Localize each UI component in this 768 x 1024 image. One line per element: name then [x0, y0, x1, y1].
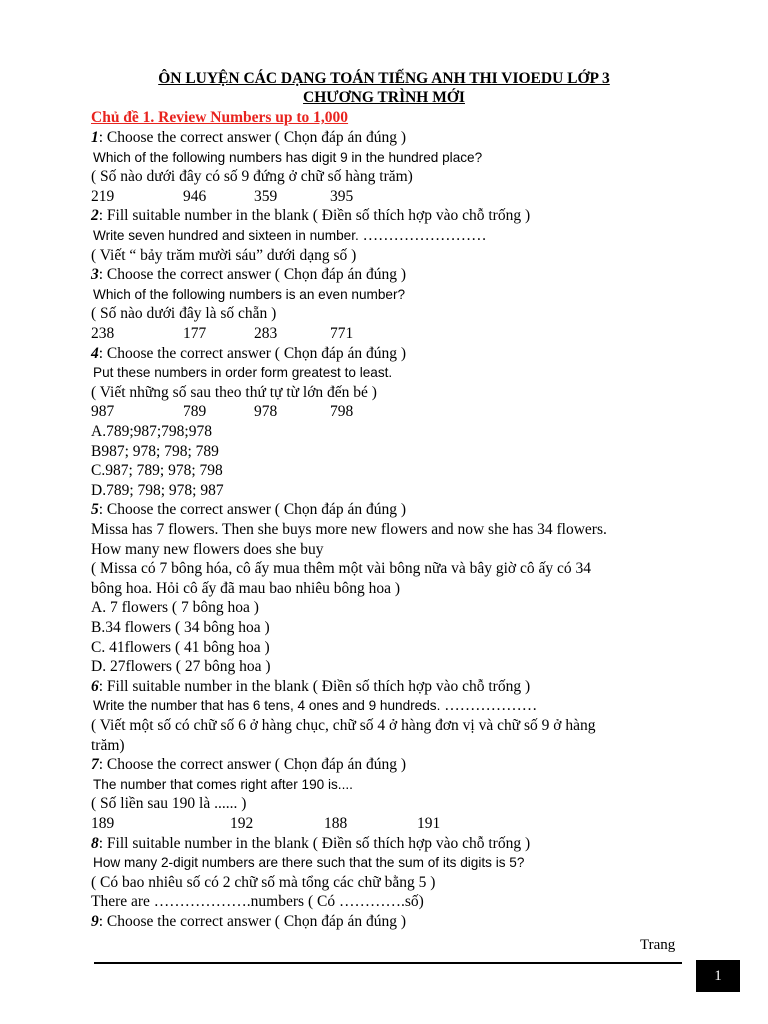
answer-option: 219: [91, 187, 115, 205]
question-number: 4: [91, 344, 99, 362]
answer-option: 189: [91, 815, 115, 832]
question-number: 5: [91, 501, 99, 519]
document-title-line2: CHƯƠNG TRÌNH MỚI: [303, 89, 465, 106]
line-text: C.987; 789; 978; 798: [91, 462, 223, 480]
doc-line: [91, 579, 400, 599]
doc-line: [91, 481, 224, 501]
question-number: 3: [91, 266, 99, 284]
line-text: C. 41flowers ( 41 bông hoa ): [91, 638, 270, 656]
doc-line: [91, 834, 530, 854]
line-text: Write the number that has 6 tens, 4 ones and 9 hundreds.: [93, 698, 441, 714]
doc-line: [91, 657, 271, 677]
doc-line: [91, 520, 607, 540]
doc-line: [91, 912, 406, 932]
doc-line: [91, 559, 591, 579]
doc-line: [91, 461, 223, 481]
line-text: ( Số liền sau 190 là ...... ): [91, 795, 247, 813]
answer-blank: ………………: [440, 697, 538, 715]
doc-line: [91, 206, 530, 226]
line-text: B.34 flowers ( 34 bông hoa ): [91, 619, 270, 636]
answer-option: 192: [230, 815, 254, 832]
line-text: Put these numbers in order form greatest to least.: [93, 365, 393, 381]
doc-line: [91, 167, 413, 187]
answer-option: 238: [91, 325, 115, 342]
line-text: ( Viết một số có chữ số 6 ở hàng chục, chữ số 4 ở hàng đơn vị và chữ số 9 ở hàng: [91, 717, 596, 734]
answer-option: 771: [330, 325, 354, 342]
footer-divider: [94, 962, 682, 964]
line-text: Write seven hundred and sixteen in number.: [93, 228, 359, 243]
answer-blank: ……………………: [358, 227, 487, 244]
doc-line: [93, 148, 482, 168]
question-number: 8: [91, 834, 99, 852]
doc-line: [91, 677, 530, 697]
line-text: There are ……………….numbers ( Có ………….số): [91, 893, 424, 911]
footer-page-label: Trang: [640, 937, 676, 953]
doc-line: [93, 363, 392, 383]
line-text: D.789; 798; 978; 987: [91, 481, 224, 499]
answer-option: 789: [183, 403, 207, 421]
question-number: 2: [91, 207, 99, 225]
line-text: D. 27flowers ( 27 bông hoa ): [91, 658, 271, 676]
doc-line: [93, 285, 405, 305]
doc-line: [91, 598, 259, 618]
line-text: : Choose the correct answer ( Chọn đáp án đúng ): [98, 756, 407, 774]
doc-line: [91, 618, 270, 638]
answer-option: 978: [254, 403, 278, 421]
page-number-badge: 1: [696, 960, 740, 992]
topic-heading: Chủ đề 1. Review Numbers up to 1,000: [91, 109, 349, 126]
line-text: ( Missa có 7 bông hóa, cô ấy mua thêm một vài bông nữa và bây giờ cô ấy có 34: [91, 560, 591, 578]
answer-option: 191: [417, 815, 441, 832]
doc-line: [93, 775, 353, 795]
doc-line: [91, 794, 246, 814]
question-number: 9: [91, 913, 99, 930]
doc-line: [91, 442, 219, 462]
answer-option: 177: [183, 325, 207, 342]
line-text: ( Viết “ bảy trăm mười sáu” dưới dạng số ): [91, 246, 357, 264]
question-number: 1: [91, 129, 99, 146]
line-text: ( Số nào dưới đây có số 9 đứng ở chữ số hàng trăm): [91, 168, 413, 186]
line-text: Which of the following numbers has digit 9 in the hundred place?: [93, 149, 483, 165]
line-text: Missa has 7 flowers. Then she buys more new flowers and now she has 34 flowers.: [91, 521, 607, 538]
line-text: trăm): [91, 736, 125, 754]
doc-line: [91, 873, 435, 893]
doc-line: [91, 383, 377, 403]
line-text: A. 7 flowers ( 7 bông hoa ): [91, 599, 259, 617]
line-text: ( Có bao nhiêu số có 2 chữ số mà tổng các chữ bằng 5 ): [91, 873, 436, 891]
doc-line: [91, 892, 424, 912]
line-text: : Choose the correct answer ( Chọn đáp án đúng ): [98, 913, 407, 930]
doc-line: [91, 265, 406, 285]
line-text: How many new flowers does she buy: [91, 540, 324, 558]
question-number: 7: [91, 756, 99, 774]
line-text: Which of the following numbers is an even number?: [93, 286, 406, 302]
question-number: 6: [91, 677, 99, 695]
answer-option: 283: [254, 325, 278, 342]
doc-line: [91, 540, 323, 560]
line-text: bông hoa. Hỏi cô ấy đã mau bao nhiêu bông hoa ): [91, 579, 401, 597]
line-text: : Choose the correct answer ( Chọn đáp án đúng ): [98, 129, 407, 146]
doc-line: [91, 422, 212, 442]
line-text: : Fill suitable number in the blank ( Điền số thích hợp vào chỗ trống ): [98, 834, 531, 852]
doc-line: [91, 716, 595, 736]
doc-line: [91, 736, 125, 756]
doc-line: [91, 128, 406, 148]
doc-line: [91, 638, 270, 658]
doc-line: [91, 500, 406, 520]
line-text: : Fill suitable number in the blank ( Điền số thích hợp vào chỗ trống ): [98, 207, 531, 225]
line-text: B987; 978; 798; 789: [91, 442, 219, 460]
line-text: : Choose the correct answer ( Chọn đáp án đúng ): [98, 501, 407, 519]
document-title-line1: ÔN LUYỆN CÁC DẠNG TOÁN TIẾNG ANH THI VIOEDU LỚP 3: [158, 70, 610, 87]
answer-option: 359: [254, 187, 278, 205]
answer-option: 188: [324, 815, 348, 832]
answer-option: 946: [183, 187, 207, 205]
line-text: : Choose the correct answer ( Chọn đáp án đúng ): [98, 344, 407, 362]
line-text: ( Viết những số sau theo thứ tự từ lớn đến bé ): [91, 383, 377, 401]
line-text: The number that comes right after 190 is....: [93, 776, 353, 792]
doc-line: [91, 304, 276, 324]
doc-line: [91, 246, 356, 266]
line-text: ( Số nào dưới đây là số chẵn ): [91, 305, 277, 323]
doc-line: [91, 755, 406, 775]
answer-option: 798: [330, 403, 354, 421]
line-text: A.789;987;798;978: [91, 423, 212, 440]
line-text: : Choose the correct answer ( Chọn đáp án đúng ): [98, 266, 407, 284]
line-text: : Fill suitable number in the blank ( Điền số thích hợp vào chỗ trống ): [98, 677, 531, 695]
answer-option: 987: [91, 403, 115, 421]
doc-line: [91, 344, 406, 364]
doc-line: [93, 696, 537, 716]
answer-option: 395: [330, 187, 354, 205]
doc-line: [93, 853, 524, 873]
line-text: How many 2-digit numbers are there such that the sum of its digits is 5?: [93, 855, 525, 871]
doc-line: [93, 226, 487, 246]
